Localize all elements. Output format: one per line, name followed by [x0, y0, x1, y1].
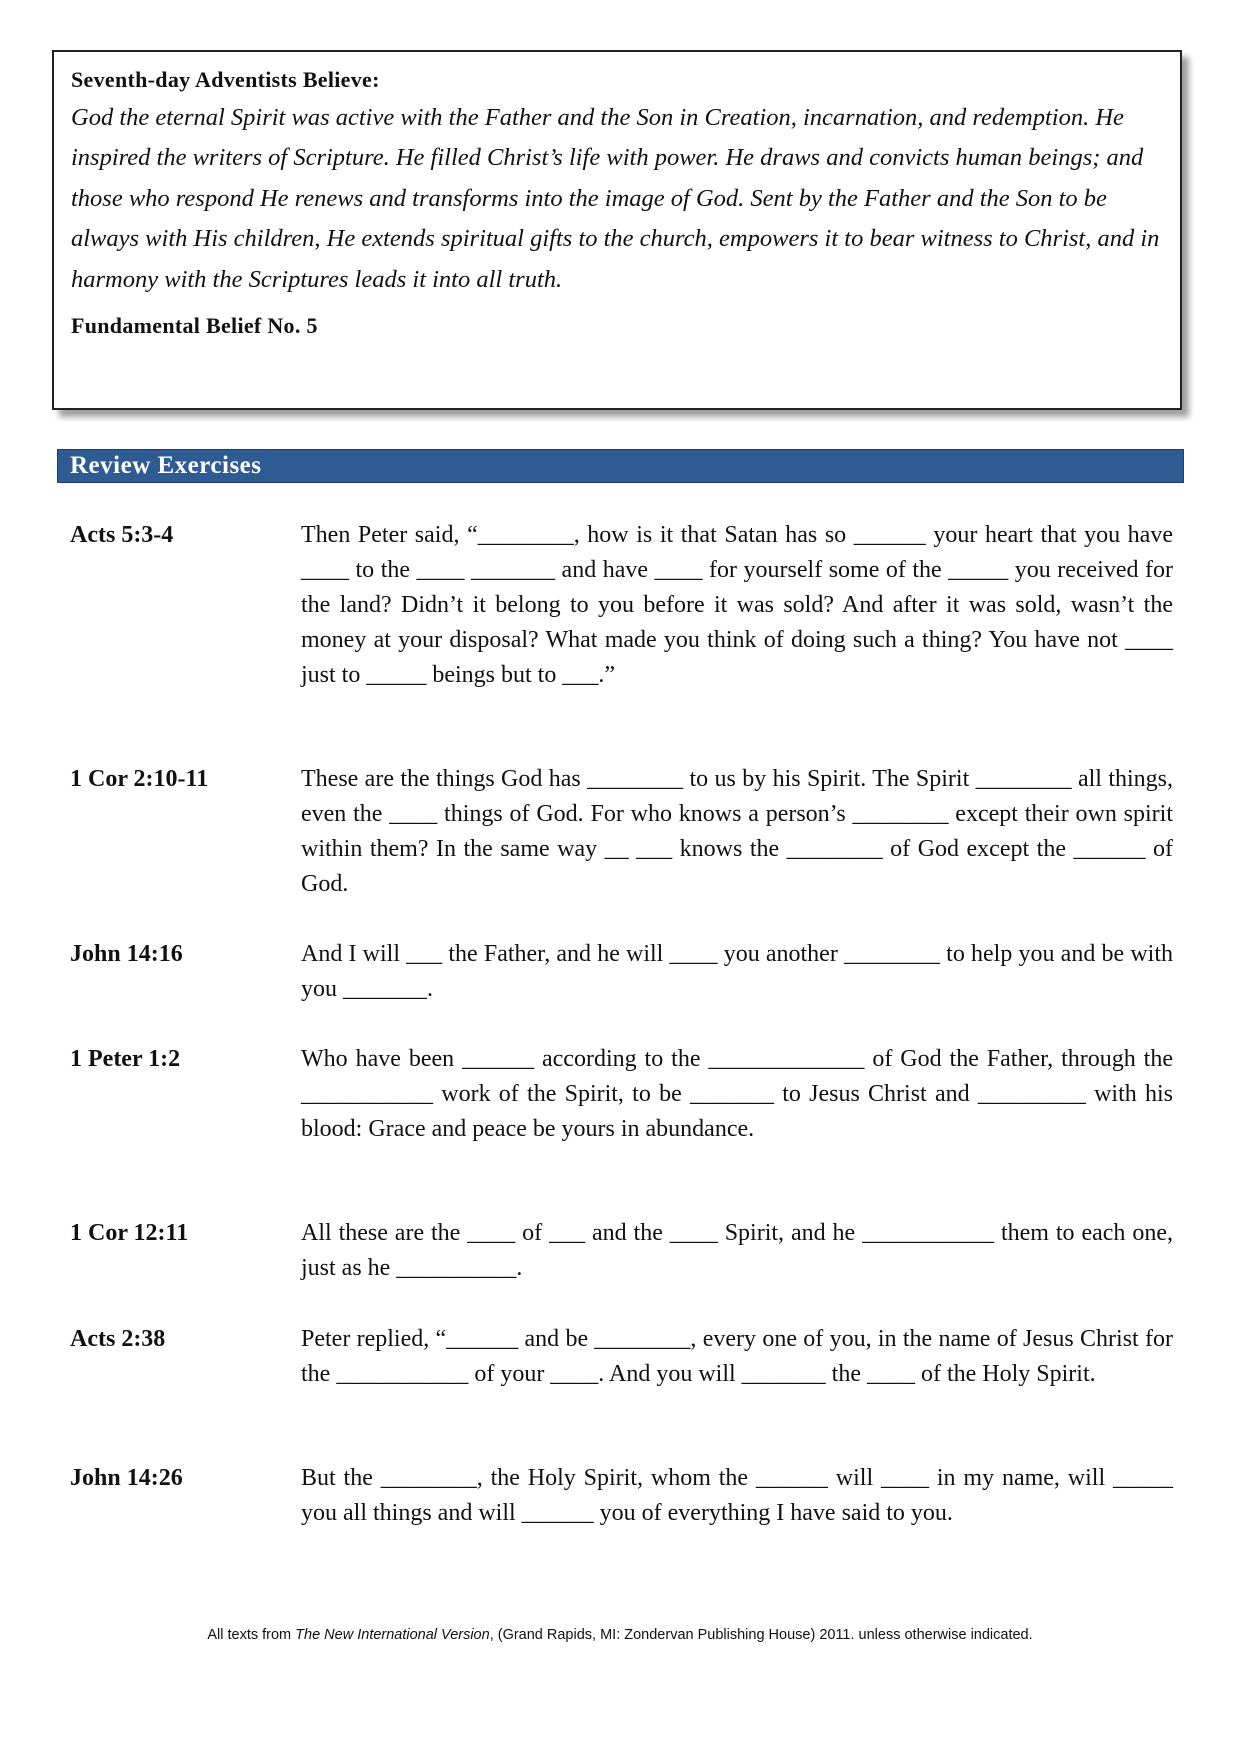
- review-exercises-header: Review Exercises: [57, 449, 1184, 483]
- exercise-verse: Who have been ______ according to the _____________ of God the Father, through the ___________ work of the Spirit, to be _______ to Jesus Christ and _________ with his blood: Grace and peace be yours in abundance.: [301, 1046, 1173, 1142]
- footer-prefix: All texts from: [207, 1627, 296, 1643]
- exercise-reference: Acts 2:38: [70, 1326, 166, 1352]
- footer-citation: [0, 1627, 1240, 1643]
- exercise-reference: 1 Peter 1:2: [70, 1046, 181, 1072]
- exercise-verse: All these are the ____ of ___ and the ____ Spirit, and he ___________ them to each one, just as he __________.: [301, 1220, 1173, 1281]
- exercise-verse: But the ________, the Holy Spirit, whom the ______ will ____ in my name, will _____ you all things and will ______ you of everything I have said to you.: [301, 1465, 1173, 1526]
- exercise-verse: Then Peter said, “________, how is it that Satan has so ______ your heart that you have ____ to the ____ _______ and have ____ for yourself some of the _____ you received for the land? Didn’t it belong to you before it was sold? And after it was sold, wasn’t the money at your disposal? What made you think of doing such a thing? You have not ____ just to _____ beings but to ___.”: [301, 522, 1173, 688]
- exercise-verse: These are the things God has ________ to us by his Spirit. The Spirit ________ all things, even the ____ things of God. For who knows a person’s ________ except their own spirit within them? In the same way __ ___ knows the ________ of God except the ______ of God.: [301, 766, 1173, 897]
- belief-box: [52, 50, 1182, 410]
- exercise-reference: John 14:16: [70, 941, 183, 967]
- exercise-verse: And I will ___ the Father, and he will ____ you another ________ to help you and be with you _______.: [301, 941, 1173, 1002]
- exercise-reference: John 14:26: [70, 1465, 183, 1491]
- footer-bible-title: The New International Version: [295, 1627, 490, 1643]
- exercise-reference: Acts 5:3-4: [70, 522, 174, 548]
- footer-suffix: , (Grand Rapids, MI: Zondervan Publishing House) 2011. unless otherwise indicated.: [489, 1627, 1033, 1643]
- exercise-verse: Peter replied, “______ and be ________, every one of you, in the name of Jesus Christ for the ___________ of your ____. And you will _______ the ____ of the Holy Spirit.: [301, 1326, 1173, 1387]
- exercise-reference: 1 Cor 12:11: [70, 1220, 189, 1246]
- belief-reference: Fundamental Belief No. 5: [71, 313, 318, 339]
- exercise-reference: 1 Cor 2:10-11: [70, 766, 209, 792]
- belief-text: God the eternal Spirit was active with the Father and the Son in Creation, incarnation, and redemption. He inspired the writers of Scripture. He filled Christ’s life with power. He draws and convicts human beings; and those who respond He renews and transforms into the image of God. Sent by the Father and the Son to be always with His children, He extends spiritual gifts to the church, empowers it to bear witness to Christ, and in harmony with the Scriptures leads it into all truth.: [71, 104, 1160, 293]
- belief-heading: Seventh-day Adventists Believe:: [71, 67, 380, 92]
